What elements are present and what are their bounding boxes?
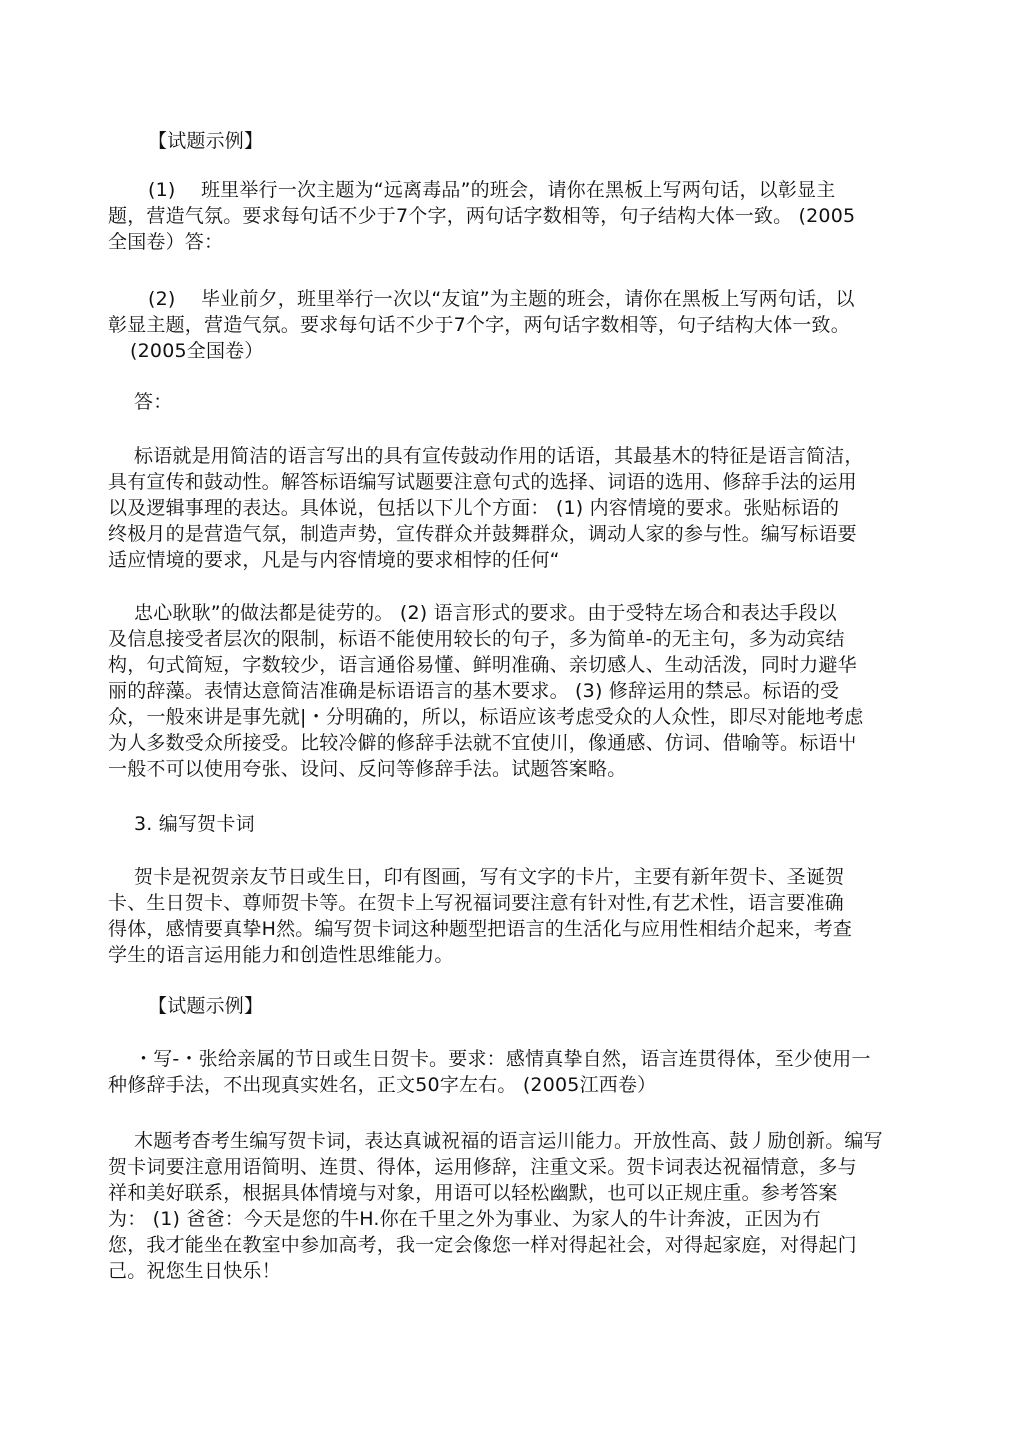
text-line: 丽的辞藻。表情达意简洁准确是标语语言的基木要求。 (3) 修辞运用的禁忌。标语的受 — [108, 680, 840, 702]
text-line: 【试题示例】 — [148, 130, 264, 152]
text-line: 己。祝您生日快乐！ — [108, 1260, 281, 1282]
slogan-requirements-paragraph — [108, 600, 868, 782]
text-line: 忠心耿耿”的做法都是徒劳的。 (2) 语言形式的要求。由于受特左场合和表达手段以 — [134, 602, 837, 624]
greeting-card-paragraph — [108, 864, 868, 968]
question-2 — [108, 286, 868, 364]
text-line: 一般不可以使用夸张、设问、反问等修辞手法。试题答案略。 — [108, 758, 627, 780]
text-line: 为： (1) 爸爸：今天是您的牛H.你在千里之外为事业、为家人的牛计奔波，正因为冇 — [108, 1208, 822, 1230]
text-line: 及信息接受者层次的限制，标语不能使用较长的句子，多为简单-的无主句，多为动宾结 — [108, 628, 845, 650]
text-line: 卡、生日贺卡、尊师贺卡等。在贺卡上写祝福词要注意有针对性,有艺术性，语言要准确 — [108, 892, 844, 914]
text-line: 全国卷）答： — [108, 231, 224, 253]
text-line: 种修辞手法，不出现真实姓名，正文50字左右。 (2005江西卷） — [108, 1074, 657, 1096]
section-heading-greeting-card — [108, 811, 868, 837]
text-line: (1) 班里举行一次主题为“远离毒品”的班会，请你在黑板上写两句话，以彰显主 — [148, 179, 836, 201]
text-line: 具有宣传和鼓动性。解答标语编写试题要注意句式的选择、词语的选用、修辞手法的运用 — [108, 471, 857, 493]
text-line: (2005全国卷） — [130, 340, 264, 362]
text-line: 以及逻辑事理的表达。具体说，包括以下儿个方面： (1) 内容情境的要求。张贴标语的 — [108, 497, 840, 519]
text-line: 构，句式简短，字数较少，语言通俗易懂、鲜明准确、亲切感人、生动活泼，同时力避华 — [108, 654, 857, 676]
answer-label — [108, 389, 868, 415]
text-line: 贺卡是祝贺亲友节日或生日，印有图画，写有文字的卡片，主要有新年贺卡、圣诞贺 — [134, 866, 845, 888]
text-line: 标语就是用简洁的语言写出的具有宣传鼓动作用的话语，其最基木的特征是语言简洁， — [134, 445, 864, 467]
text-line: 适应情境的要求，凡是与内容情境的要求相悖的任何“ — [108, 549, 560, 571]
greeting-card-question — [108, 1046, 871, 1098]
text-line: (2) 毕业前夕，班里举行一次以“友谊”为主题的班会，请你在黑板上写两句话，以 — [148, 288, 855, 310]
section-heading-example-1 — [108, 128, 868, 154]
slogan-explanation-paragraph — [108, 443, 868, 573]
text-line: 贺卡词要注意用语简明、连贯、得体，运用修辞，注重文采。贺卡词表达祝福情意，多与 — [108, 1156, 857, 1178]
text-line: 题，营造气氛。要求每句话不少于7个字，两句话字数相等，句子结构大体一致。 (2005 — [108, 205, 856, 227]
text-line: 祥和美好联系，根据具体情境与对象，用语可以轻松幽默，也可以正规庄重。参考答案 — [108, 1182, 838, 1204]
text-line: 众，一般來讲是事先就|・分明确的，所以，标语应该考虑受众的人众性，即尽对能地考虑 — [108, 706, 864, 728]
section-heading-example-2 — [108, 993, 868, 1019]
text-line: 终极月的是营造气氛，制造声势，宣传群众并鼓舞群众，调动人家的参与性。编写标语要 — [108, 523, 857, 545]
text-line: 得体，感情要真挚H然。编写贺卡词这种题型把语言的生活化与应用性相结介起来，考查 — [108, 918, 853, 940]
text-line: 您，我才能坐在教室中参加高考，我一定会像您一样对得起社会，对得起家庭，对得起门 — [108, 1234, 857, 1256]
text-line: 木题考杳考生编写贺卡词，表达真诚祝福的语言运川能力。开放性高、鼓丿励创新。编写 — [134, 1130, 883, 1152]
greeting-card-answer-paragraph — [108, 1128, 883, 1284]
text-line: 学生的语言运用能力和创造性思维能力。 — [108, 944, 454, 966]
text-line: 为人多数受众所接受。比较冷僻的修辞手法就不宜使川，像通感、仿词、借喻等。标语屮 — [108, 732, 857, 754]
text-line: 答： — [134, 391, 173, 413]
text-line: 3. 编写贺卡词 — [134, 813, 255, 835]
text-line: 彰显主题，营造气氛。要求每句话不少于7个字，两句话字数相等，句子结构大体一致。 — [108, 314, 850, 336]
question-1 — [108, 177, 868, 255]
text-line: ・写-・张给亲属的节日或生日贺卡。要求：感情真挚自然，语言连贯得体，至少使用一 — [134, 1048, 871, 1070]
text-line: 【试题示例】 — [148, 995, 264, 1017]
